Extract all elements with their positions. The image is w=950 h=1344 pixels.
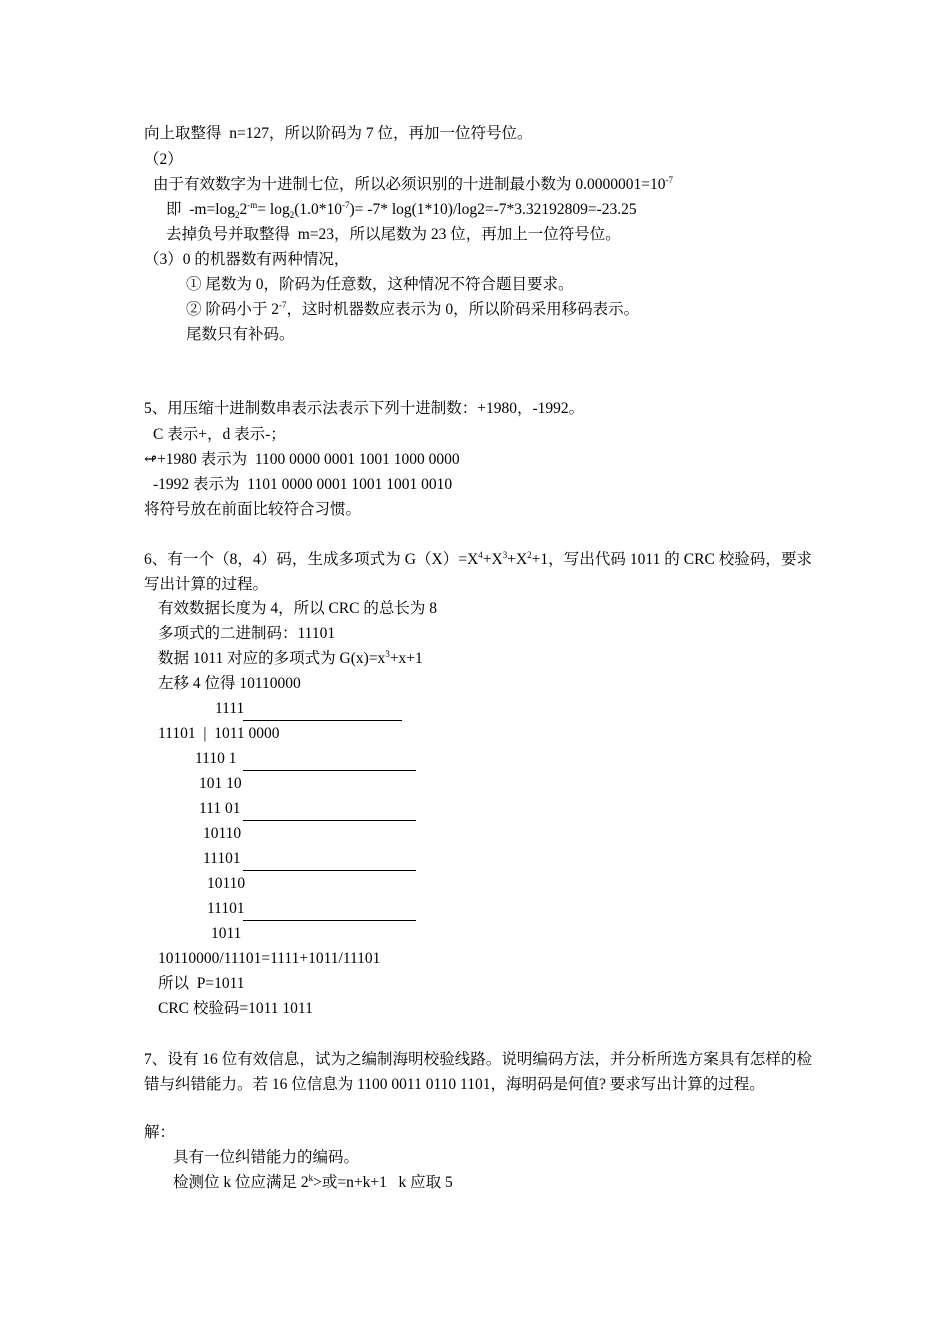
p4-line8: ② 阶码小于 $2^{-7}$，这时机器数应表示为 0，所以阶码采用移码表示。: [186, 299, 640, 318]
p4-line6: （3）0 的机器数有两种情况，: [144, 251, 350, 268]
q5-line2: ↫+1980 表示为 1100 0000 0001 1001 1000 0000: [144, 451, 460, 468]
division-divisor-line: 11101 | 1011 0000: [158, 725, 280, 742]
q6-title: 6、有一个（8，4）码，生成多项式为 $G(X)=X^4+X^3+X^2+1$，写出代码 1011 的 CRC 校验码，要求写出计算的过程。: [144, 549, 813, 593]
q5-title: 5、用压缩十进制数串表示法表示下列十进制数：+1980，-1992。: [144, 400, 585, 417]
p4-line9: 尾数只有补码。: [186, 326, 295, 343]
division-rule: [243, 770, 416, 771]
q5-line1: C 表示+，d 表示-；: [153, 426, 286, 443]
p4-line5: 去掉负号并取整得 m=23，所以尾数为 23 位，再加上一位符号位。: [166, 226, 621, 243]
p4-line7: ① 尾数为 0，阶码为任意数，这种情况不符合题目要求。: [186, 276, 574, 293]
list-marker-icon: ↫: [144, 451, 157, 468]
q5-line4: 将符号放在前面比较符合习惯。: [144, 501, 362, 518]
q6-step2: 多项式的二进制码：11101: [158, 625, 336, 642]
q6-result1: 10110000/11101=1111+1011/11101: [158, 950, 381, 967]
q6-result3: CRC 校验码=1011 1011: [158, 1000, 313, 1017]
division-remainder: 1011: [211, 925, 242, 942]
q6-step4: 左移 4 位得 10110000: [158, 675, 301, 692]
division-row: 1110 1: [195, 750, 237, 767]
q7-answer2: 检测位 k 位应满足 $2^k>$或=n+k+1 k 应取 5: [173, 1172, 453, 1191]
q7-answer1: 具有一位纠错能力的编码。: [173, 1149, 360, 1166]
p4-line2: （2）: [144, 151, 183, 168]
p4-line3: 由于有效数字为十进制七位，所以必须识别的十进制最小数为 $0.0000001=10^{-7}$: [153, 174, 673, 193]
division-row: 10110: [203, 825, 242, 842]
p4-line4-formula: 即 $-m=\log_22^{-m}= \log_2(1.0*10^{-7})= -7*$ log(1*10)/log2=-7*3.32192809=-23.25: [166, 199, 637, 221]
division-row: 101 10: [199, 775, 242, 792]
division-rule: [243, 820, 416, 821]
division-bar: [243, 720, 402, 721]
q7-solution-label: 解：: [144, 1124, 176, 1141]
q6-result2: 所以 P=1011: [158, 975, 245, 992]
q7-title: 7、设有 16 位有效信息，试为之编制海明校验线路。说明编码方法，并分析所选方案具有怎样的检错与纠错能力。若 16 位信息为 1100 0011 0110 1101，海明码是何值? 要求写出计算的过程。: [144, 1051, 812, 1093]
q5-line3: -1992 表示为 1101 0000 0001 1001 1001 0010: [153, 476, 453, 493]
division-row: 111 01: [199, 800, 241, 817]
division-row: 11101: [207, 900, 245, 917]
q6-step3: 数据 1011 对应的多项式为 $G(x)=x^3+x+1$: [158, 648, 423, 667]
division-rule: [243, 920, 416, 921]
division-rule: [243, 870, 416, 871]
q6-step1: 有效数据长度为 4，所以 CRC 的总长为 8: [158, 600, 438, 617]
division-row: 11101: [203, 850, 241, 867]
p4-line1: 向上取整得 n=127，所以阶码为 7 位，再加一位符号位。: [144, 125, 533, 142]
division-row: 10110: [207, 875, 246, 892]
division-quotient: 1111: [215, 700, 245, 717]
